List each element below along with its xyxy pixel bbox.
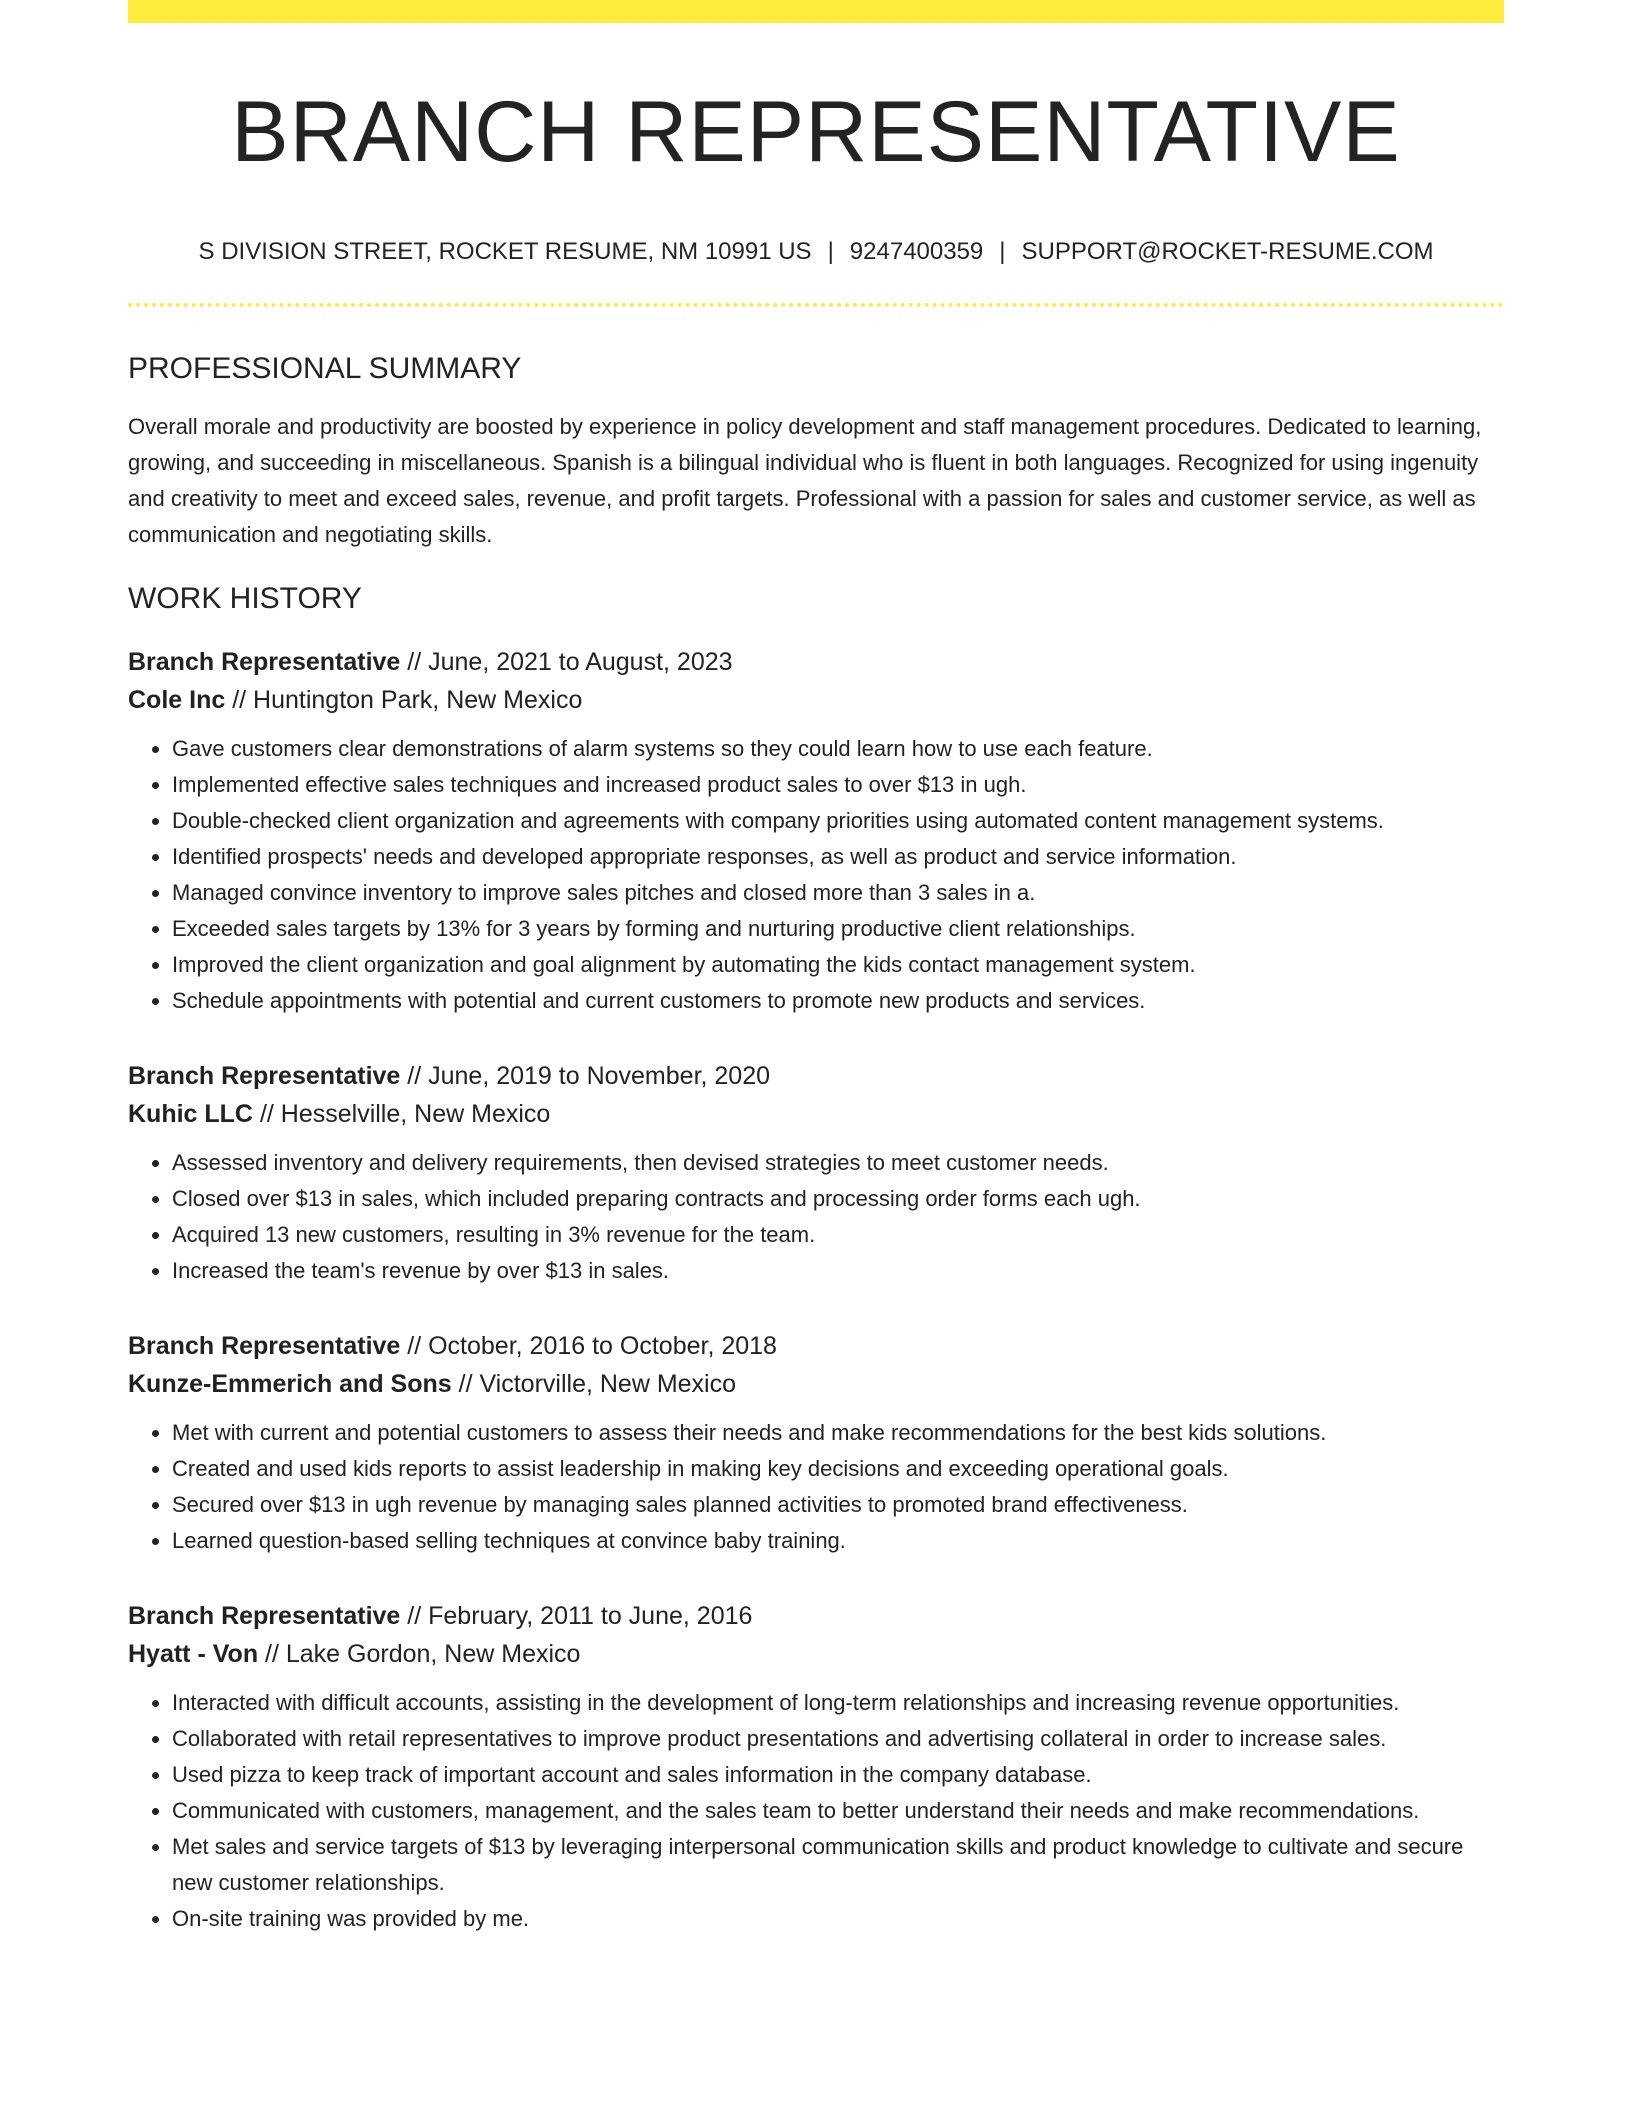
job-title: Branch Representative xyxy=(128,1062,401,1091)
job-location: // Lake Gordon, New Mexico xyxy=(258,1640,581,1669)
list-item: • Exceeded sales targets by 13% for 3 years by forming and nurturing productive client relationships. xyxy=(172,911,1504,947)
job-title: Branch Representative xyxy=(128,1332,401,1361)
list-item: • Learned question-based selling techniques at convince baby training. xyxy=(172,1523,1504,1559)
job-dates: // October, 2016 to October, 2018 xyxy=(400,1332,777,1361)
contact-email: SUPPORT@ROCKET-RESUME.COM xyxy=(1021,237,1434,265)
list-item: • Identified prospects' needs and developed appropriate responses, as well as product and service information. xyxy=(172,839,1504,875)
list-item: • Managed convince inventory to improve sales pitches and closed more than 3 sales in a. xyxy=(172,875,1504,911)
list-item: • Double-checked client organization and agreements with company priorities using automated content management systems. xyxy=(172,803,1504,839)
job-title-line xyxy=(128,1327,1504,1365)
job-bullets xyxy=(128,731,1504,1019)
job-bullets xyxy=(128,1685,1504,1937)
list-item: • Interacted with difficult accounts, assisting in the development of long-term relationships and increasing revenue opportunities. xyxy=(172,1685,1504,1721)
list-item: • Increased the team's revenue by over $13 in sales. xyxy=(172,1253,1504,1289)
job-dates: // June, 2019 to November, 2020 xyxy=(400,1062,771,1091)
job-dates: // June, 2021 to August, 2023 xyxy=(400,648,733,677)
job-entry xyxy=(128,1327,1504,1559)
list-item: • Implemented effective sales techniques and increased product sales to over $13 in ugh. xyxy=(172,767,1504,803)
job-location: // Victorville, New Mexico xyxy=(451,1370,737,1399)
job-bullets xyxy=(128,1145,1504,1289)
job-dates: // February, 2011 to June, 2016 xyxy=(400,1602,753,1631)
job-title-line xyxy=(128,643,1504,681)
contact-separator: | xyxy=(827,237,834,265)
job-entry xyxy=(128,1597,1504,1937)
job-entry xyxy=(128,643,1504,1019)
accent-top-bar xyxy=(128,0,1504,23)
list-item: • Met with current and potential customers to assess their needs and make recommendations for the best kids solutions. xyxy=(172,1415,1504,1451)
list-item: • Closed over $13 in sales, which included preparing contracts and processing order forms each ugh. xyxy=(172,1181,1504,1217)
list-item: • Created and used kids reports to assist leadership in making key decisions and exceeding operational goals. xyxy=(172,1451,1504,1487)
list-item: • Acquired 13 new customers, resulting in 3% revenue for the team. xyxy=(172,1217,1504,1253)
list-item: • Met sales and service targets of $13 by leveraging interpersonal communication skills and product knowledge to cultivate and secure new customer relationships. xyxy=(172,1829,1504,1901)
job-location: // Hesselville, New Mexico xyxy=(253,1100,551,1129)
job-bullets xyxy=(128,1415,1504,1559)
summary-heading: PROFESSIONAL SUMMARY xyxy=(128,352,522,386)
job-location: // Huntington Park, New Mexico xyxy=(225,686,583,715)
list-item: • Used pizza to keep track of important account and sales information in the company database. xyxy=(172,1757,1504,1793)
resume-title: BRANCH REPRESENTATIVE xyxy=(231,84,1401,180)
list-item: • Assessed inventory and delivery requirements, then devised strategies to meet customer needs. xyxy=(172,1145,1504,1181)
job-title: Branch Representative xyxy=(128,648,401,677)
job-company: Kuhic LLC xyxy=(128,1100,253,1129)
list-item: • Collaborated with retail representatives to improve product presentations and advertising collateral in order to increase sales. xyxy=(172,1721,1504,1757)
job-title-line xyxy=(128,1597,1504,1635)
list-item: • Gave customers clear demonstrations of alarm systems so they could learn how to use each feature. xyxy=(172,731,1504,767)
job-company-line xyxy=(128,1365,1504,1403)
summary-text: Overall morale and productivity are boosted by experience in policy development and staff management procedures. Dedicated to learning, growing, and succeeding in miscellaneous. Spanish is a bilingual individual who is fluent in both languages. Recognized for using ingenuity and creativity to meet and exceed sales, revenue, and profit targets. Professional with a passion for sales and customer service, as well as communication and negotiating skills. xyxy=(128,414,1482,548)
list-item: • Schedule appointments with potential and current customers to promote new products and services. xyxy=(172,983,1504,1019)
contact-address: S DIVISION STREET, ROCKET RESUME, NM 10991 US xyxy=(198,237,812,265)
work-history-heading: WORK HISTORY xyxy=(128,582,362,616)
list-item: • Communicated with customers, management, and the sales team to better understand their needs and make recommendations. xyxy=(172,1793,1504,1829)
contact-line xyxy=(128,238,1504,267)
job-title: Branch Representative xyxy=(128,1602,401,1631)
contact-separator: | xyxy=(999,237,1006,265)
list-item: • Secured over $13 in ugh revenue by managing sales planned activities to promoted brand effectiveness. xyxy=(172,1487,1504,1523)
job-company: Kunze-Emmerich and Sons xyxy=(128,1370,452,1399)
resume-page xyxy=(128,0,1504,1937)
contact-phone: 9247400359 xyxy=(849,237,984,265)
job-company-line xyxy=(128,681,1504,719)
list-item: • Improved the client organization and goal alignment by automating the kids contact management system. xyxy=(172,947,1504,983)
job-title-line xyxy=(128,1057,1504,1095)
dotted-divider xyxy=(128,303,1504,307)
job-company-line xyxy=(128,1635,1504,1673)
job-company: Hyatt - Von xyxy=(128,1640,259,1669)
job-entry xyxy=(128,1057,1504,1289)
job-company-line xyxy=(128,1095,1504,1133)
list-item: • On-site training was provided by me. xyxy=(172,1901,1504,1937)
job-company: Cole Inc xyxy=(128,686,226,715)
